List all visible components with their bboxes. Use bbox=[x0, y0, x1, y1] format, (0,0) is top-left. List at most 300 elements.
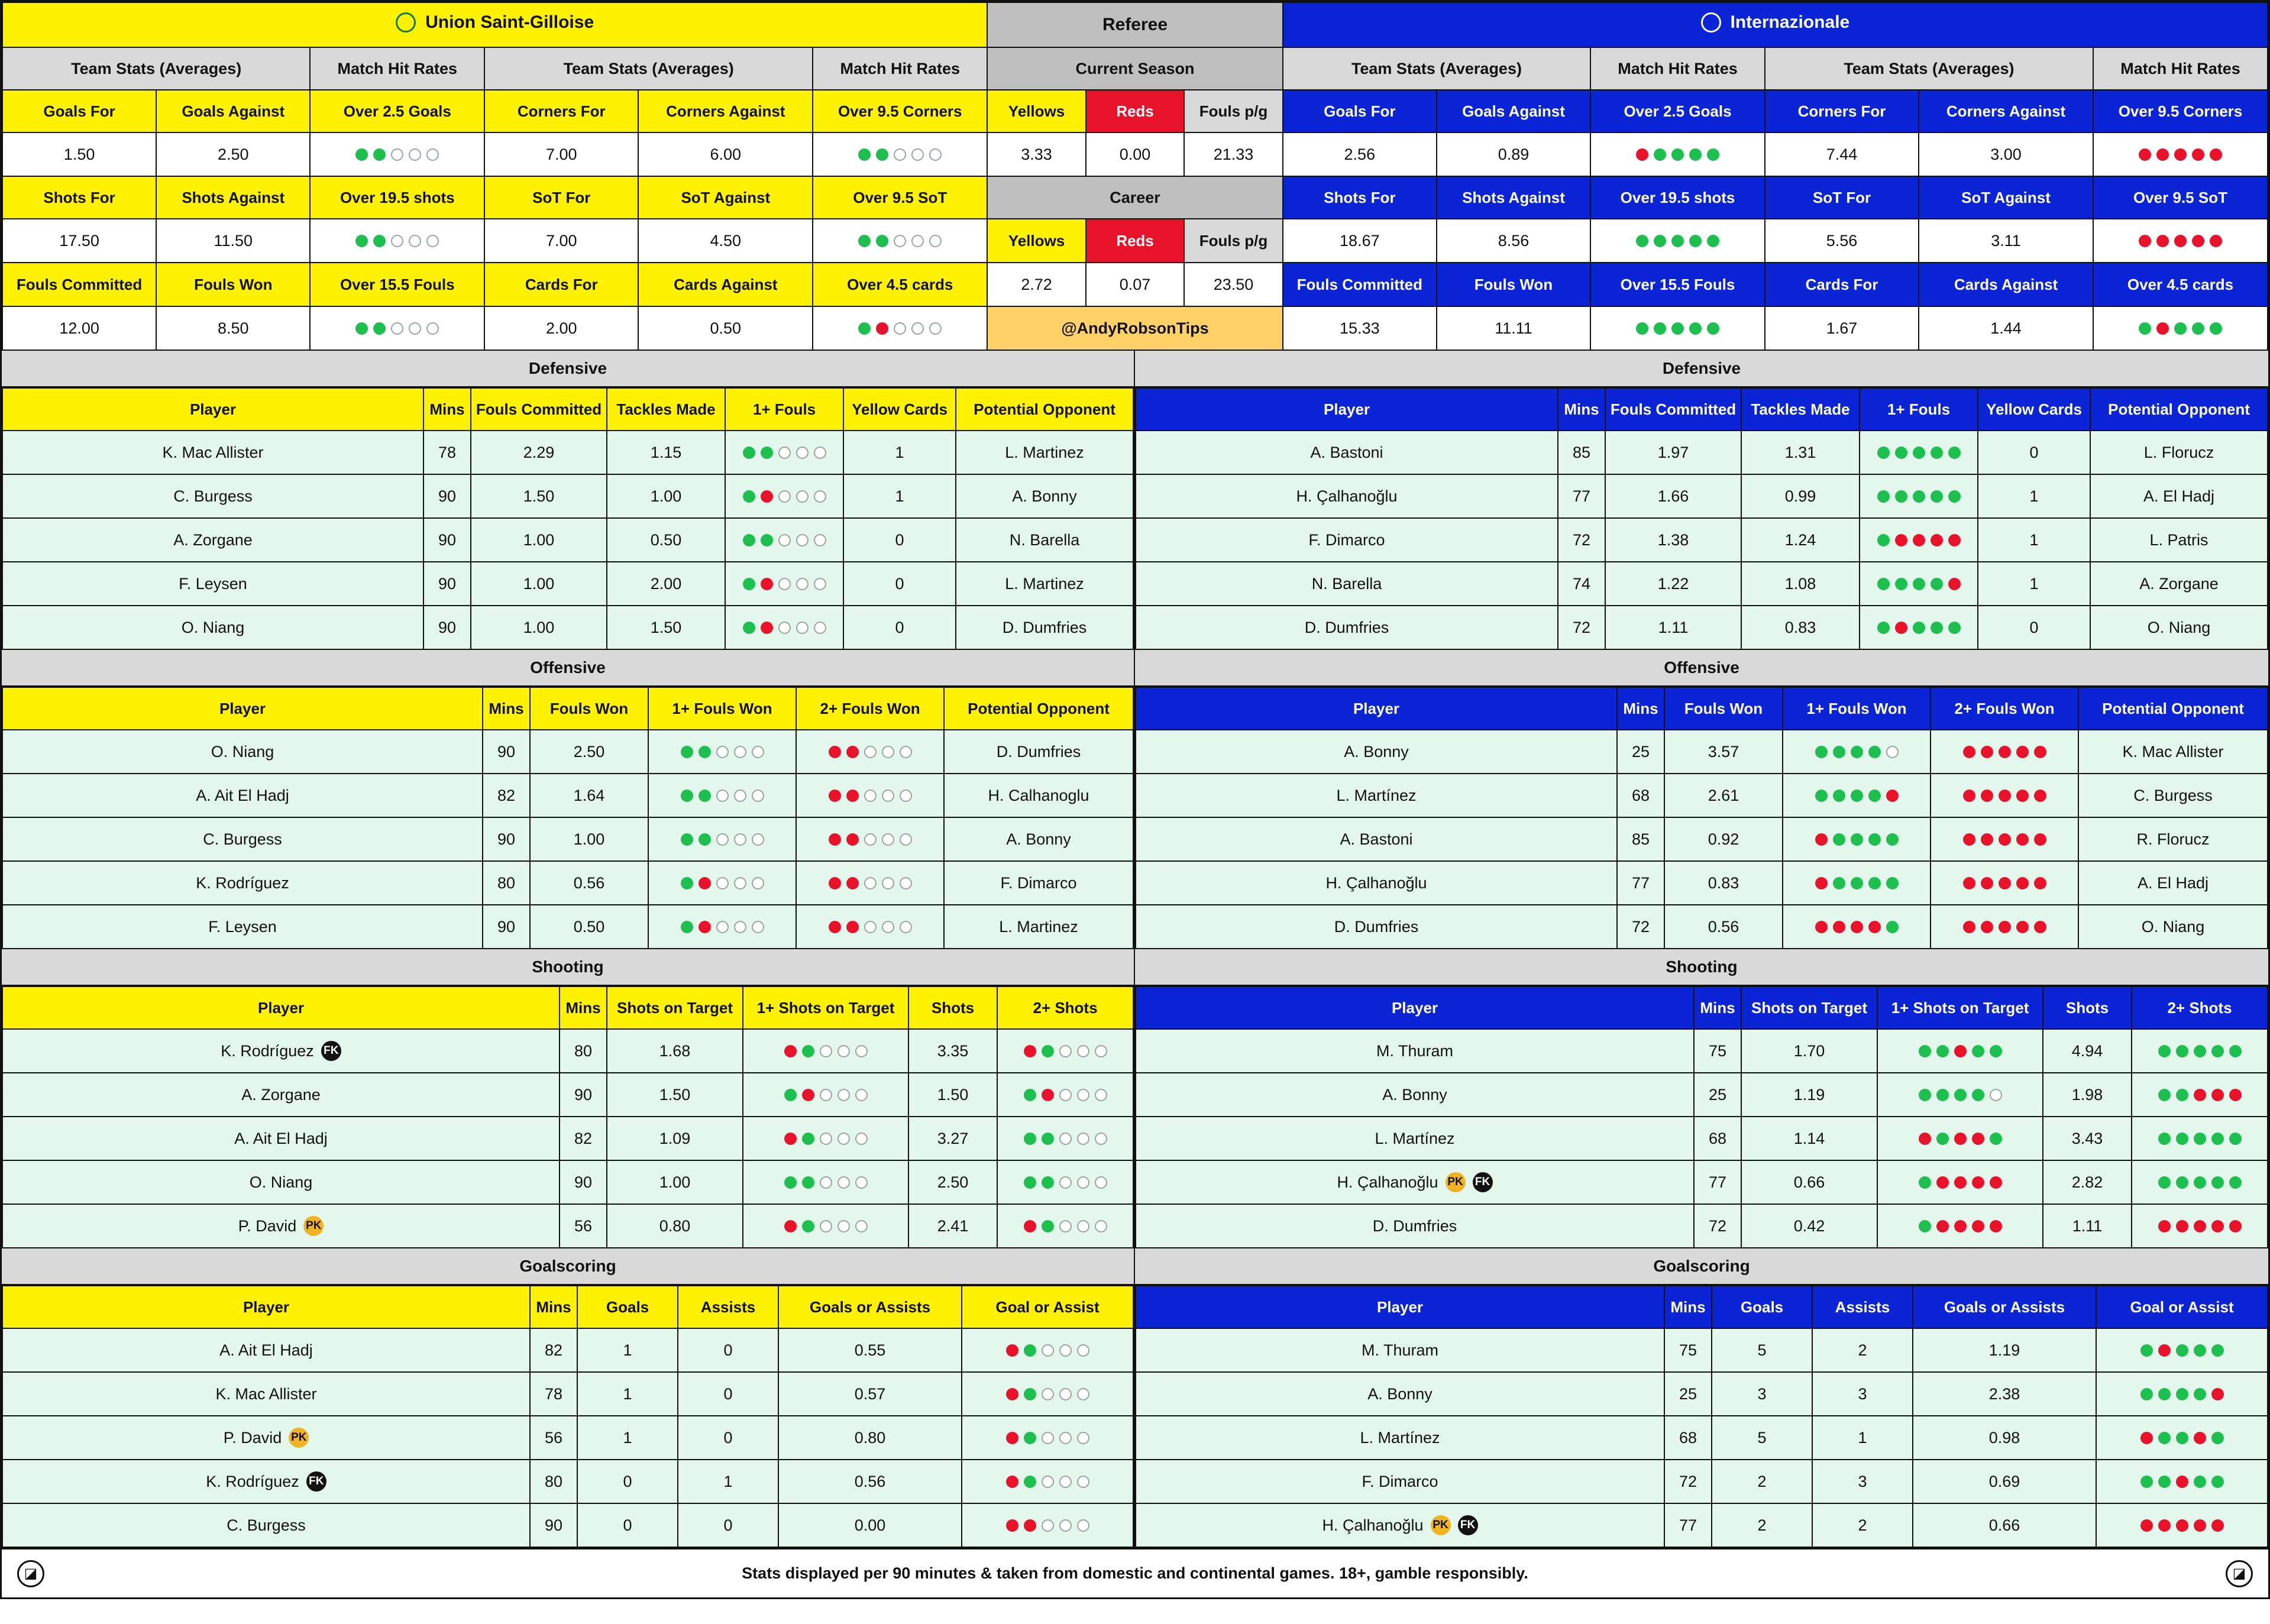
fk-badge: FK bbox=[306, 1471, 326, 1492]
column-header: 1+ Fouls Won bbox=[648, 687, 796, 730]
shots-on-target-value: 1.09 bbox=[607, 1117, 743, 1160]
table-row bbox=[2, 1117, 1133, 1160]
fk-badge: FK bbox=[1473, 1172, 1493, 1192]
one-plus-sot-dots bbox=[1877, 1204, 2043, 1248]
team-stats-label-row bbox=[2, 90, 2268, 132]
yellow-cards-value: 1 bbox=[1978, 518, 2090, 562]
column-header: Tackles Made bbox=[1741, 388, 1860, 431]
table-row bbox=[1136, 905, 2268, 949]
away-hit-rate-dots bbox=[1590, 219, 1765, 263]
table-row bbox=[1136, 1416, 2268, 1460]
yellow-cards-value: 0 bbox=[843, 606, 956, 649]
mins-value: 56 bbox=[530, 1416, 577, 1460]
mins-value: 90 bbox=[423, 474, 471, 518]
yellow-cards-value: 0 bbox=[1978, 606, 2090, 649]
section-shooting bbox=[2, 949, 2268, 1248]
assists-value: 3 bbox=[1812, 1460, 1913, 1503]
goals-value: 0 bbox=[577, 1503, 678, 1547]
column-header: 2+ Fouls Won bbox=[1931, 687, 2078, 730]
fk-badge: FK bbox=[321, 1041, 341, 1061]
potential-opponent: K. Mac Allister bbox=[2078, 730, 2268, 774]
home-stat-value: 0.50 bbox=[638, 306, 813, 350]
away-stat-label: Shots Against bbox=[1437, 176, 1590, 219]
one-plus-fouls-won-dots bbox=[648, 861, 796, 905]
author-handle[interactable]: @AndyRobsonTips bbox=[987, 306, 1283, 350]
assists-value: 0 bbox=[678, 1503, 778, 1547]
player-name: L. Martínez bbox=[1136, 1117, 1694, 1160]
table-row bbox=[2, 518, 1133, 562]
shots-value: 2.82 bbox=[2043, 1160, 2132, 1204]
assists-value: 0 bbox=[678, 1328, 778, 1372]
mins-value: 80 bbox=[560, 1029, 607, 1073]
one-plus-fouls-dots bbox=[1860, 518, 1978, 562]
column-header: 1+ Fouls bbox=[1860, 388, 1978, 431]
home-stat-value: 7.00 bbox=[484, 132, 638, 176]
column-header: Mins bbox=[423, 388, 471, 431]
column-header: Shots on Target bbox=[1741, 986, 1877, 1029]
two-plus-shots-dots bbox=[997, 1117, 1133, 1160]
section-title-away: Shooting bbox=[1135, 949, 2268, 986]
home-offensive-table bbox=[2, 687, 1134, 949]
mins-value: 82 bbox=[560, 1117, 607, 1160]
goal-or-assist-dots bbox=[962, 1503, 1133, 1547]
referee-yellows-label-career: Yellows bbox=[987, 219, 1086, 263]
yellow-cards-value: 1 bbox=[843, 431, 956, 474]
goals-or-assists-value: 0.66 bbox=[1913, 1503, 2096, 1547]
column-header: Mins bbox=[483, 687, 530, 730]
table-row bbox=[1136, 1328, 2268, 1372]
away-hit-rate-dots bbox=[2093, 306, 2268, 350]
tackles-made-value: 1.15 bbox=[607, 431, 725, 474]
mins-value: 68 bbox=[1694, 1117, 1741, 1160]
one-plus-sot-dots bbox=[743, 1029, 908, 1073]
away-stat-label: Fouls Committed bbox=[1283, 263, 1437, 306]
potential-opponent: A. El Hadj bbox=[2090, 474, 2268, 518]
table-row bbox=[2, 1204, 1133, 1248]
fouls-won-value: 0.92 bbox=[1664, 817, 1783, 861]
section-title-home: Offensive bbox=[2, 650, 1134, 687]
team-stats-value-row bbox=[2, 306, 2268, 350]
goals-value: 5 bbox=[1712, 1328, 1812, 1372]
table-row bbox=[1136, 1204, 2268, 1248]
shots-on-target-value: 1.00 bbox=[607, 1160, 743, 1204]
goals-value: 1 bbox=[577, 1372, 678, 1416]
home-goalscoring-table bbox=[2, 1285, 1134, 1548]
mins-value: 82 bbox=[483, 774, 530, 817]
player-name: O. Niang bbox=[2, 1160, 560, 1204]
column-header: Assists bbox=[678, 1286, 778, 1328]
column-header: Shots on Target bbox=[607, 986, 743, 1029]
referee-fouls-value: 21.33 bbox=[1184, 132, 1283, 176]
away-stat-value: 1.67 bbox=[1765, 306, 1919, 350]
player-name: F. Dimarco bbox=[1136, 1460, 1664, 1503]
yellow-cards-value: 1 bbox=[1978, 474, 2090, 518]
table-row bbox=[1136, 1160, 2268, 1204]
two-plus-fouls-won-dots bbox=[1931, 905, 2078, 949]
home-defensive-table bbox=[2, 387, 1134, 650]
home-stat-label: Cards Against bbox=[638, 263, 813, 306]
one-plus-fouls-won-dots bbox=[1783, 905, 1931, 949]
column-header: Fouls Committed bbox=[471, 388, 607, 431]
shots-value: 4.94 bbox=[2043, 1029, 2132, 1073]
away-stat-label: Over 15.5 Fouls bbox=[1590, 263, 1765, 306]
fouls-committed-value: 1.38 bbox=[1605, 518, 1741, 562]
one-plus-fouls-won-dots bbox=[648, 730, 796, 774]
player-name: A. Bastoni bbox=[1136, 817, 1617, 861]
player-name: A. Bonny bbox=[1136, 1073, 1694, 1117]
column-header: Potential Opponent bbox=[944, 687, 1133, 730]
home-stat-label: Over 4.5 cards bbox=[813, 263, 987, 306]
player-name: O. Niang bbox=[2, 606, 423, 649]
one-plus-fouls-dots bbox=[1860, 474, 1978, 518]
section-goalscoring bbox=[2, 1248, 2268, 1548]
yellow-cards-value: 0 bbox=[1978, 431, 2090, 474]
assists-value: 2 bbox=[1812, 1503, 1913, 1547]
tackles-made-value: 1.31 bbox=[1741, 431, 1860, 474]
potential-opponent: A. Zorgane bbox=[2090, 562, 2268, 606]
column-header: Potential Opponent bbox=[956, 388, 1133, 431]
fouls-won-value: 0.56 bbox=[530, 861, 648, 905]
home-stat-value: 2.00 bbox=[484, 306, 638, 350]
referee-career-label: Career bbox=[987, 176, 1283, 219]
potential-opponent: O. Niang bbox=[2090, 606, 2268, 649]
one-plus-fouls-won-dots bbox=[1783, 817, 1931, 861]
shots-value: 3.35 bbox=[908, 1029, 997, 1073]
player-name: A. Ait El Hadj bbox=[2, 774, 483, 817]
two-plus-shots-dots bbox=[2132, 1029, 2268, 1073]
table-row bbox=[2, 474, 1133, 518]
tackles-made-value: 0.83 bbox=[1741, 606, 1860, 649]
pk-badge: PK bbox=[289, 1428, 309, 1448]
potential-opponent: L. Martinez bbox=[944, 905, 1133, 949]
one-plus-fouls-dots bbox=[1860, 562, 1978, 606]
away-goalscoring-table bbox=[1135, 1285, 2268, 1548]
two-plus-shots-dots bbox=[997, 1029, 1133, 1073]
fouls-committed-value: 1.50 bbox=[471, 474, 607, 518]
home-stat-label: SoT Against bbox=[638, 176, 813, 219]
player-name: H. Çalhanoğlu PK FK bbox=[1136, 1503, 1664, 1547]
home-team-header bbox=[2, 2, 987, 47]
table-row bbox=[1136, 861, 2268, 905]
mins-value: 90 bbox=[423, 562, 471, 606]
fouls-won-value: 1.64 bbox=[530, 774, 648, 817]
goal-or-assist-dots bbox=[2096, 1328, 2268, 1372]
column-header: Assists bbox=[1812, 1286, 1913, 1328]
home-stat-label: Cards For bbox=[484, 263, 638, 306]
one-plus-sot-dots bbox=[1877, 1117, 2043, 1160]
pk-badge: PK bbox=[1431, 1515, 1451, 1535]
player-name: A. Ait El Hadj bbox=[2, 1328, 530, 1372]
goal-or-assist-dots bbox=[962, 1328, 1133, 1372]
away-stat-label: Cards For bbox=[1765, 263, 1919, 306]
column-header: Potential Opponent bbox=[2090, 388, 2268, 431]
mins-value: 25 bbox=[1617, 730, 1664, 774]
player-name: K. Rodríguez FK bbox=[2, 1029, 560, 1073]
column-header: 2+ Shots bbox=[997, 986, 1133, 1029]
away-stat-label: Over 9.5 Corners bbox=[2093, 90, 2268, 132]
footer bbox=[2, 1548, 2268, 1597]
column-header: Mins bbox=[1617, 687, 1664, 730]
one-plus-fouls-won-dots bbox=[1783, 861, 1931, 905]
mins-value: 25 bbox=[1694, 1073, 1741, 1117]
referee-yellows-label: Yellows bbox=[987, 90, 1086, 132]
player-name: K. Rodríguez FK bbox=[2, 1460, 530, 1503]
shots-value: 1.11 bbox=[2043, 1204, 2132, 1248]
two-plus-fouls-won-dots bbox=[1931, 774, 2078, 817]
one-plus-fouls-dots bbox=[1860, 431, 1978, 474]
referee-fouls-label-career: Fouls p/g bbox=[1184, 219, 1283, 263]
section-title-home: Defensive bbox=[2, 351, 1134, 387]
mins-value: 90 bbox=[423, 518, 471, 562]
referee-reds-value: 0.00 bbox=[1086, 132, 1185, 176]
section-offensive bbox=[2, 650, 2268, 949]
player-name: N. Barella bbox=[1136, 562, 1558, 606]
one-plus-fouls-dots bbox=[725, 518, 843, 562]
player-name: C. Burgess bbox=[2, 1503, 530, 1547]
shots-on-target-value: 1.14 bbox=[1741, 1117, 1877, 1160]
section-title-away: Defensive bbox=[1135, 351, 2268, 387]
one-plus-fouls-dots bbox=[1860, 606, 1978, 649]
away-stat-value: 15.33 bbox=[1283, 306, 1437, 350]
away-stat-value: 3.00 bbox=[1919, 132, 2093, 176]
table-row bbox=[2, 1029, 1133, 1073]
column-header: Goals or Assists bbox=[778, 1286, 962, 1328]
shots-on-target-value: 1.19 bbox=[1741, 1073, 1877, 1117]
tackles-made-value: 0.50 bbox=[607, 518, 725, 562]
footer-text: Stats displayed per 90 minutes & taken from domestic and continental games. 18+, gamble responsibly. bbox=[742, 1564, 1528, 1582]
away-stat-label: Over 2.5 Goals bbox=[1590, 90, 1765, 132]
table-row bbox=[2, 1460, 1133, 1503]
table-row bbox=[1136, 518, 2268, 562]
mins-value: 68 bbox=[1664, 1416, 1712, 1460]
goal-or-assist-dots bbox=[2096, 1460, 2268, 1503]
potential-opponent: L. Martinez bbox=[956, 562, 1133, 606]
table-row bbox=[1136, 1073, 2268, 1117]
away-subheader-0: Team Stats (Averages) bbox=[1283, 47, 1590, 90]
fouls-won-value: 2.50 bbox=[530, 730, 648, 774]
yellow-cards-value: 0 bbox=[843, 518, 956, 562]
one-plus-fouls-won-dots bbox=[1783, 730, 1931, 774]
player-name: P. David PK bbox=[2, 1204, 560, 1248]
column-header: 2+ Shots bbox=[2132, 986, 2268, 1029]
mins-value: 80 bbox=[530, 1460, 577, 1503]
column-header: Goal or Assist bbox=[962, 1286, 1133, 1328]
home-stat-label: Shots Against bbox=[156, 176, 310, 219]
shots-on-target-value: 0.66 bbox=[1741, 1160, 1877, 1204]
shots-value: 3.27 bbox=[908, 1117, 997, 1160]
one-plus-sot-dots bbox=[743, 1117, 908, 1160]
two-plus-fouls-won-dots bbox=[796, 730, 944, 774]
column-header: 1+ Shots on Target bbox=[1877, 986, 2043, 1029]
column-header: Player bbox=[2, 1286, 530, 1328]
fouls-committed-value: 1.66 bbox=[1605, 474, 1741, 518]
player-sections bbox=[2, 351, 2268, 1548]
away-stat-label: Over 19.5 shots bbox=[1590, 176, 1765, 219]
player-name: A. Ait El Hadj bbox=[2, 1117, 560, 1160]
home-stat-label: Over 9.5 SoT bbox=[813, 176, 987, 219]
shots-value: 3.43 bbox=[2043, 1117, 2132, 1160]
goal-or-assist-dots bbox=[2096, 1503, 2268, 1547]
potential-opponent: C. Burgess bbox=[2078, 774, 2268, 817]
mins-value: 72 bbox=[1664, 1460, 1712, 1503]
column-header: Tackles Made bbox=[607, 388, 725, 431]
assists-value: 2 bbox=[1812, 1328, 1913, 1372]
home-stat-value: 1.50 bbox=[2, 132, 156, 176]
two-plus-shots-dots bbox=[997, 1073, 1133, 1117]
fouls-committed-value: 1.00 bbox=[471, 518, 607, 562]
yellow-cards-value: 0 bbox=[843, 562, 956, 606]
home-hit-rate-dots bbox=[813, 219, 987, 263]
column-header: Player bbox=[1136, 1286, 1664, 1328]
mins-value: 72 bbox=[1558, 518, 1605, 562]
fouls-committed-value: 2.29 bbox=[471, 431, 607, 474]
goals-value: 1 bbox=[577, 1328, 678, 1372]
table-row bbox=[1136, 1029, 2268, 1073]
goals-or-assists-value: 0.69 bbox=[1913, 1460, 2096, 1503]
column-header: Player bbox=[1136, 687, 1617, 730]
one-plus-fouls-dots bbox=[725, 606, 843, 649]
table-row bbox=[2, 1372, 1133, 1416]
home-stat-label: Over 19.5 shots bbox=[310, 176, 484, 219]
referee-reds-career-value: 0.07 bbox=[1086, 263, 1185, 306]
potential-opponent: A. El Hadj bbox=[2078, 861, 2268, 905]
column-header: Mins bbox=[560, 986, 607, 1029]
goal-or-assist-dots bbox=[2096, 1372, 2268, 1416]
column-header: Goals bbox=[577, 1286, 678, 1328]
player-name: F. Leysen bbox=[2, 562, 423, 606]
potential-opponent: A. Bonny bbox=[956, 474, 1133, 518]
shots-value: 1.50 bbox=[908, 1073, 997, 1117]
shots-on-target-value: 0.42 bbox=[1741, 1204, 1877, 1248]
tackles-made-value: 2.00 bbox=[607, 562, 725, 606]
table-row bbox=[1136, 431, 2268, 474]
away-hit-rate-dots bbox=[1590, 132, 1765, 176]
player-name: F. Leysen bbox=[2, 905, 483, 949]
two-plus-fouls-won-dots bbox=[1931, 730, 2078, 774]
column-header: Yellow Cards bbox=[1978, 388, 2090, 431]
home-stat-label: Shots For bbox=[2, 176, 156, 219]
home-stat-value: 11.50 bbox=[156, 219, 310, 263]
mins-value: 25 bbox=[1664, 1372, 1712, 1416]
player-name: H. Çalhanoğlu bbox=[1136, 474, 1558, 518]
player-name: H. Çalhanoğlu bbox=[1136, 861, 1617, 905]
fouls-won-value: 3.57 bbox=[1664, 730, 1783, 774]
table-row bbox=[2, 1503, 1133, 1547]
goals-or-assists-value: 0.55 bbox=[778, 1328, 962, 1372]
away-stat-value: 11.11 bbox=[1437, 306, 1590, 350]
player-name: K. Mac Allister bbox=[2, 1372, 530, 1416]
goals-or-assists-value: 1.19 bbox=[1913, 1328, 2096, 1372]
goals-value: 3 bbox=[1712, 1372, 1812, 1416]
mins-value: 74 bbox=[1558, 562, 1605, 606]
referee-current-season-label: Current Season bbox=[987, 47, 1283, 90]
column-header: Mins bbox=[1558, 388, 1605, 431]
home-stat-value: 8.50 bbox=[156, 306, 310, 350]
two-plus-shots-dots bbox=[997, 1204, 1133, 1248]
column-header: Goals bbox=[1712, 1286, 1812, 1328]
player-name: M. Thuram bbox=[1136, 1029, 1694, 1073]
table-row bbox=[2, 905, 1133, 949]
mins-value: 72 bbox=[1558, 606, 1605, 649]
table-row bbox=[1136, 1117, 2268, 1160]
two-plus-shots-dots bbox=[997, 1160, 1133, 1204]
one-plus-fouls-dots bbox=[725, 431, 843, 474]
team-stats-label-row bbox=[2, 176, 2268, 219]
home-hit-rate-dots bbox=[310, 219, 484, 263]
team-stats-value-row bbox=[2, 219, 2268, 263]
goal-or-assist-dots bbox=[962, 1416, 1133, 1460]
column-header: 1+ Fouls Won bbox=[1783, 687, 1931, 730]
away-stat-value: 18.67 bbox=[1283, 219, 1437, 263]
player-name: O. Niang bbox=[2, 730, 483, 774]
player-name: F. Dimarco bbox=[1136, 518, 1558, 562]
mins-value: 77 bbox=[1694, 1160, 1741, 1204]
goals-value: 1 bbox=[577, 1416, 678, 1460]
mins-value: 77 bbox=[1664, 1503, 1712, 1547]
assists-value: 1 bbox=[678, 1460, 778, 1503]
table-row bbox=[2, 861, 1133, 905]
home-subheader-1: Match Hit Rates bbox=[310, 47, 484, 90]
away-hit-rate-dots bbox=[1590, 306, 1765, 350]
two-plus-shots-dots bbox=[2132, 1117, 2268, 1160]
player-name: L. Martínez bbox=[1136, 1416, 1664, 1460]
away-stat-label: SoT Against bbox=[1919, 176, 2093, 219]
mins-value: 90 bbox=[483, 905, 530, 949]
home-stat-value: 7.00 bbox=[484, 219, 638, 263]
away-crest-icon bbox=[1701, 12, 1721, 33]
brand-logo-right-icon: ◪ bbox=[2226, 1560, 2253, 1587]
mins-value: 77 bbox=[1617, 861, 1664, 905]
table-row bbox=[2, 1160, 1133, 1204]
shots-value: 1.98 bbox=[2043, 1073, 2132, 1117]
home-stat-label: Over 9.5 Corners bbox=[813, 90, 987, 132]
mins-value: 85 bbox=[1558, 431, 1605, 474]
away-stat-label: Fouls Won bbox=[1437, 263, 1590, 306]
column-header: Goal or Assist bbox=[2096, 1286, 2268, 1328]
goals-or-assists-value: 2.38 bbox=[1913, 1372, 2096, 1416]
referee-reds-label-career: Reds bbox=[1086, 219, 1185, 263]
home-hit-rate-dots bbox=[813, 306, 987, 350]
shots-value: 2.41 bbox=[908, 1204, 997, 1248]
column-header: Player bbox=[1136, 388, 1558, 431]
two-plus-fouls-won-dots bbox=[796, 905, 944, 949]
home-subheader-0: Team Stats (Averages) bbox=[2, 47, 310, 90]
away-stat-label: Goals For bbox=[1283, 90, 1437, 132]
section-title-home: Goalscoring bbox=[2, 1248, 1134, 1285]
mins-value: 90 bbox=[530, 1503, 577, 1547]
one-plus-fouls-won-dots bbox=[1783, 774, 1931, 817]
two-plus-shots-dots bbox=[2132, 1073, 2268, 1117]
section-defensive bbox=[2, 351, 2268, 650]
goals-or-assists-value: 0.98 bbox=[1913, 1416, 2096, 1460]
top-header-table bbox=[2, 2, 2268, 351]
away-hit-rate-dots bbox=[2093, 132, 2268, 176]
away-stat-value: 5.56 bbox=[1765, 219, 1919, 263]
mins-value: 90 bbox=[560, 1160, 607, 1204]
home-stat-label: Corners Against bbox=[638, 90, 813, 132]
player-name: A. Zorgane bbox=[2, 518, 423, 562]
assists-value: 1 bbox=[1812, 1416, 1913, 1460]
referee-yellows-career-value: 2.72 bbox=[987, 263, 1086, 306]
section-title-away: Offensive bbox=[1135, 650, 2268, 687]
column-header: Shots bbox=[2043, 986, 2132, 1029]
player-name: K. Rodríguez bbox=[2, 861, 483, 905]
away-stat-label: Over 4.5 cards bbox=[2093, 263, 2268, 306]
column-header: Potential Opponent bbox=[2078, 687, 2268, 730]
fouls-won-value: 0.83 bbox=[1664, 861, 1783, 905]
mins-value: 77 bbox=[1558, 474, 1605, 518]
potential-opponent: F. Dimarco bbox=[944, 861, 1133, 905]
